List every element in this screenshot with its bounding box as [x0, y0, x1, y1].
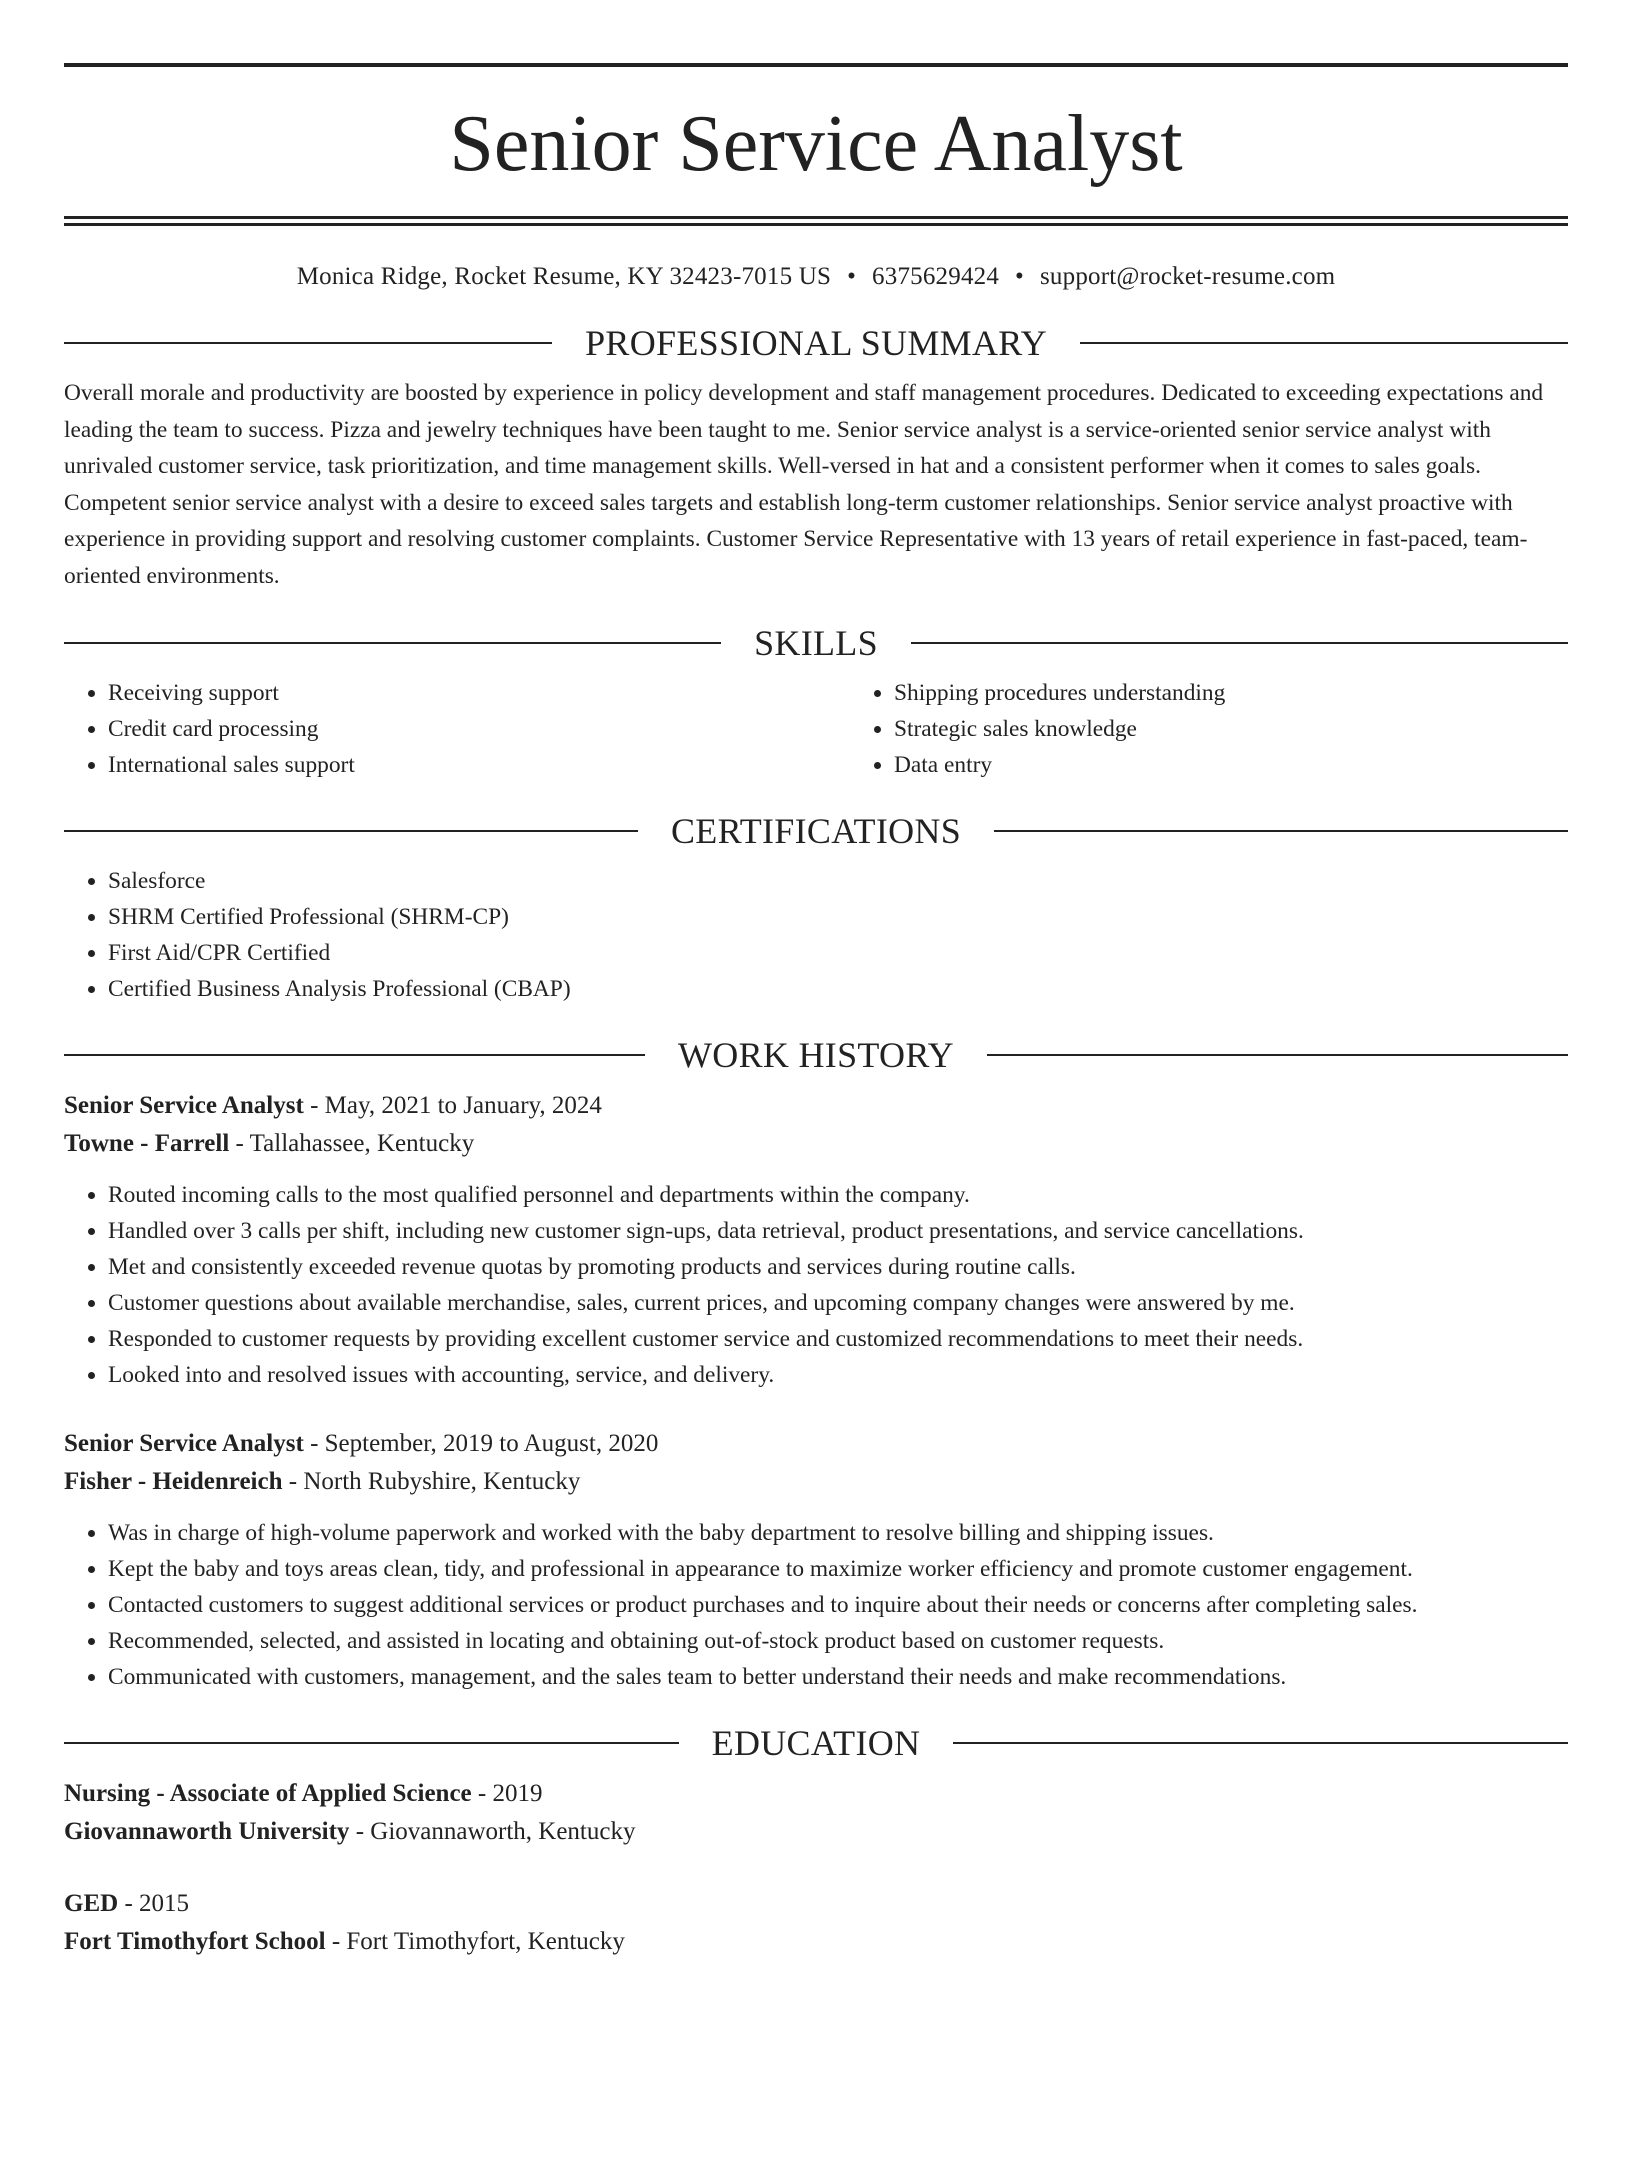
divider-line	[911, 642, 1568, 644]
top-rule	[64, 63, 1568, 67]
education-degree-line	[64, 1775, 1568, 1813]
job-company: Towne - Farrell	[64, 1129, 230, 1157]
certification-item: • SHRM Certified Professional (SHRM-CP)	[108, 899, 1568, 935]
divider-line	[64, 1742, 679, 1744]
job-entry	[64, 1425, 1568, 1695]
skill-item: • International sales support	[108, 747, 850, 783]
job-bullet: • Responded to customer requests by providing excellent customer service and customized recommendations to meet their needs.	[108, 1321, 1568, 1357]
skills-column-left	[64, 675, 850, 783]
job-bullets	[64, 1515, 1568, 1695]
divider-line	[1080, 342, 1568, 344]
education-degree: Nursing - Associate of Applied Science	[64, 1779, 472, 1807]
section-header-summary	[64, 321, 1568, 365]
section-title: WORK HISTORY	[678, 1034, 954, 1075]
job-company: Fisher - Heidenreich	[64, 1467, 283, 1495]
resume-title: Senior Service Analyst	[449, 100, 1183, 188]
job-company-line	[64, 1463, 1568, 1501]
resume-page	[0, 63, 1632, 2175]
section-header-skills	[64, 621, 1568, 665]
certification-item: • Salesforce	[108, 863, 1568, 899]
divider-line	[953, 1742, 1568, 1744]
skill-item: • Receiving support	[108, 675, 850, 711]
education-year: - 2019	[471, 1779, 543, 1807]
education-entry	[64, 1775, 1568, 1851]
education-school: Fort Timothyfort School	[64, 1927, 326, 1955]
job-role: Senior Service Analyst	[64, 1429, 304, 1457]
job-bullet: • Recommended, selected, and assisted in locating and obtaining out-of-stock product based on customer requests.	[108, 1623, 1568, 1659]
section-title: CERTIFICATIONS	[670, 810, 962, 851]
job-bullet: • Kept the baby and toys areas clean, tidy, and professional in appearance to maximize worker efficiency and promote customer engagement.	[108, 1551, 1568, 1587]
skill-item: • Strategic sales knowledge	[894, 711, 1568, 747]
divider-line	[64, 342, 552, 344]
education-school: Giovannaworth University	[64, 1817, 350, 1845]
contact-phone[interactable]: 6375629424	[872, 263, 1000, 290]
title-double-rule	[64, 216, 1568, 226]
job-bullet: • Routed incoming calls to the most qualified personnel and departments within the company.	[108, 1177, 1568, 1213]
contact-email[interactable]: support@rocket-resume.com	[1040, 263, 1336, 290]
job-bullets	[64, 1177, 1568, 1393]
divider-line	[64, 830, 638, 832]
skills-list	[64, 675, 1568, 783]
summary-text: Overall morale and productivity are boosted by experience in policy development and staff management procedures. Dedicated to exceeding expectations and leading the team to success. Pizza and jewelry techniques have been taught to me. Senior service analyst is a service-oriented senior service analyst with unrivaled customer service, task prioritization, and time management skills. Well-versed in hat and a consistent performer when it comes to sales goals. Competent senior service analyst with a desire to exceed sales targets and establish long-term customer relationships. Senior service analyst proactive with experience in providing support and resolving customer complaints. Customer Service Representative with 13 years of retail experience in fast-paced, team-oriented environments.	[64, 380, 1544, 589]
skill-item: • Credit card processing	[108, 711, 850, 747]
job-dates: - September, 2019 to August, 2020	[303, 1429, 659, 1457]
education-degree: GED	[64, 1889, 119, 1917]
job-bullet: • Contacted customers to suggest additional services or product purchases and to inquire about their needs or concerns after completing sales.	[108, 1587, 1568, 1623]
contact-address: Monica Ridge, Rocket Resume, KY 32423-7015 US	[296, 263, 832, 290]
job-role: Senior Service Analyst	[64, 1091, 304, 1119]
job-bullet: • Communicated with customers, management, and the sales team to better understand their needs and make recommendations.	[108, 1659, 1568, 1695]
certifications-list	[64, 863, 1568, 1007]
job-location: - North Rubyshire, Kentucky	[282, 1467, 581, 1495]
divider-line	[64, 642, 721, 644]
education-school-line	[64, 1923, 1568, 1961]
skills-column-right	[850, 675, 1568, 783]
job-company-line	[64, 1125, 1568, 1163]
job-title-line	[64, 1425, 1568, 1463]
education-location: - Fort Timothyfort, Kentucky	[325, 1927, 625, 1955]
job-entry	[64, 1087, 1568, 1393]
divider-line	[987, 1054, 1568, 1056]
job-dates: - May, 2021 to January, 2024	[303, 1091, 602, 1119]
job-bullet: • Handled over 3 calls per shift, including new customer sign-ups, data retrieval, product presentations, and service cancellations.	[108, 1213, 1568, 1249]
contact-line	[64, 260, 1568, 294]
section-header-education	[64, 1721, 1568, 1765]
section-title: PROFESSIONAL SUMMARY	[585, 323, 1047, 363]
job-bullet: • Met and consistently exceeded revenue quotas by promoting products and services during routine calls.	[108, 1249, 1568, 1285]
section-header-certifications	[64, 809, 1568, 853]
education-location: - Giovannaworth, Kentucky	[349, 1817, 636, 1845]
certification-item: • Certified Business Analysis Professional (CBAP)	[108, 971, 1568, 1007]
job-bullet: • Was in charge of high-volume paperwork and worked with the baby department to resolve billing and shipping issues.	[108, 1515, 1568, 1551]
contact-separator: •	[847, 263, 857, 290]
job-location: - Tallahassee, Kentucky	[229, 1129, 475, 1157]
skill-item: • Data entry	[894, 747, 1568, 783]
education-school-line	[64, 1813, 1568, 1851]
education-degree-line	[64, 1885, 1568, 1923]
certification-item: • First Aid/CPR Certified	[108, 935, 1568, 971]
section-title: EDUCATION	[711, 1722, 921, 1763]
job-title-line	[64, 1087, 1568, 1125]
section-header-work-history	[64, 1033, 1568, 1077]
job-bullet: • Looked into and resolved issues with accounting, service, and delivery.	[108, 1357, 1568, 1393]
section-title: SKILLS	[754, 622, 878, 663]
education-year: - 2015	[118, 1889, 190, 1917]
skill-item: • Shipping procedures understanding	[894, 675, 1568, 711]
contact-separator: •	[1015, 263, 1024, 290]
job-bullet: • Customer questions about available merchandise, sales, current prices, and upcoming company changes were answered by me.	[108, 1285, 1568, 1321]
education-entry	[64, 1885, 1568, 1961]
divider-line	[64, 1054, 645, 1056]
divider-line	[994, 830, 1568, 832]
